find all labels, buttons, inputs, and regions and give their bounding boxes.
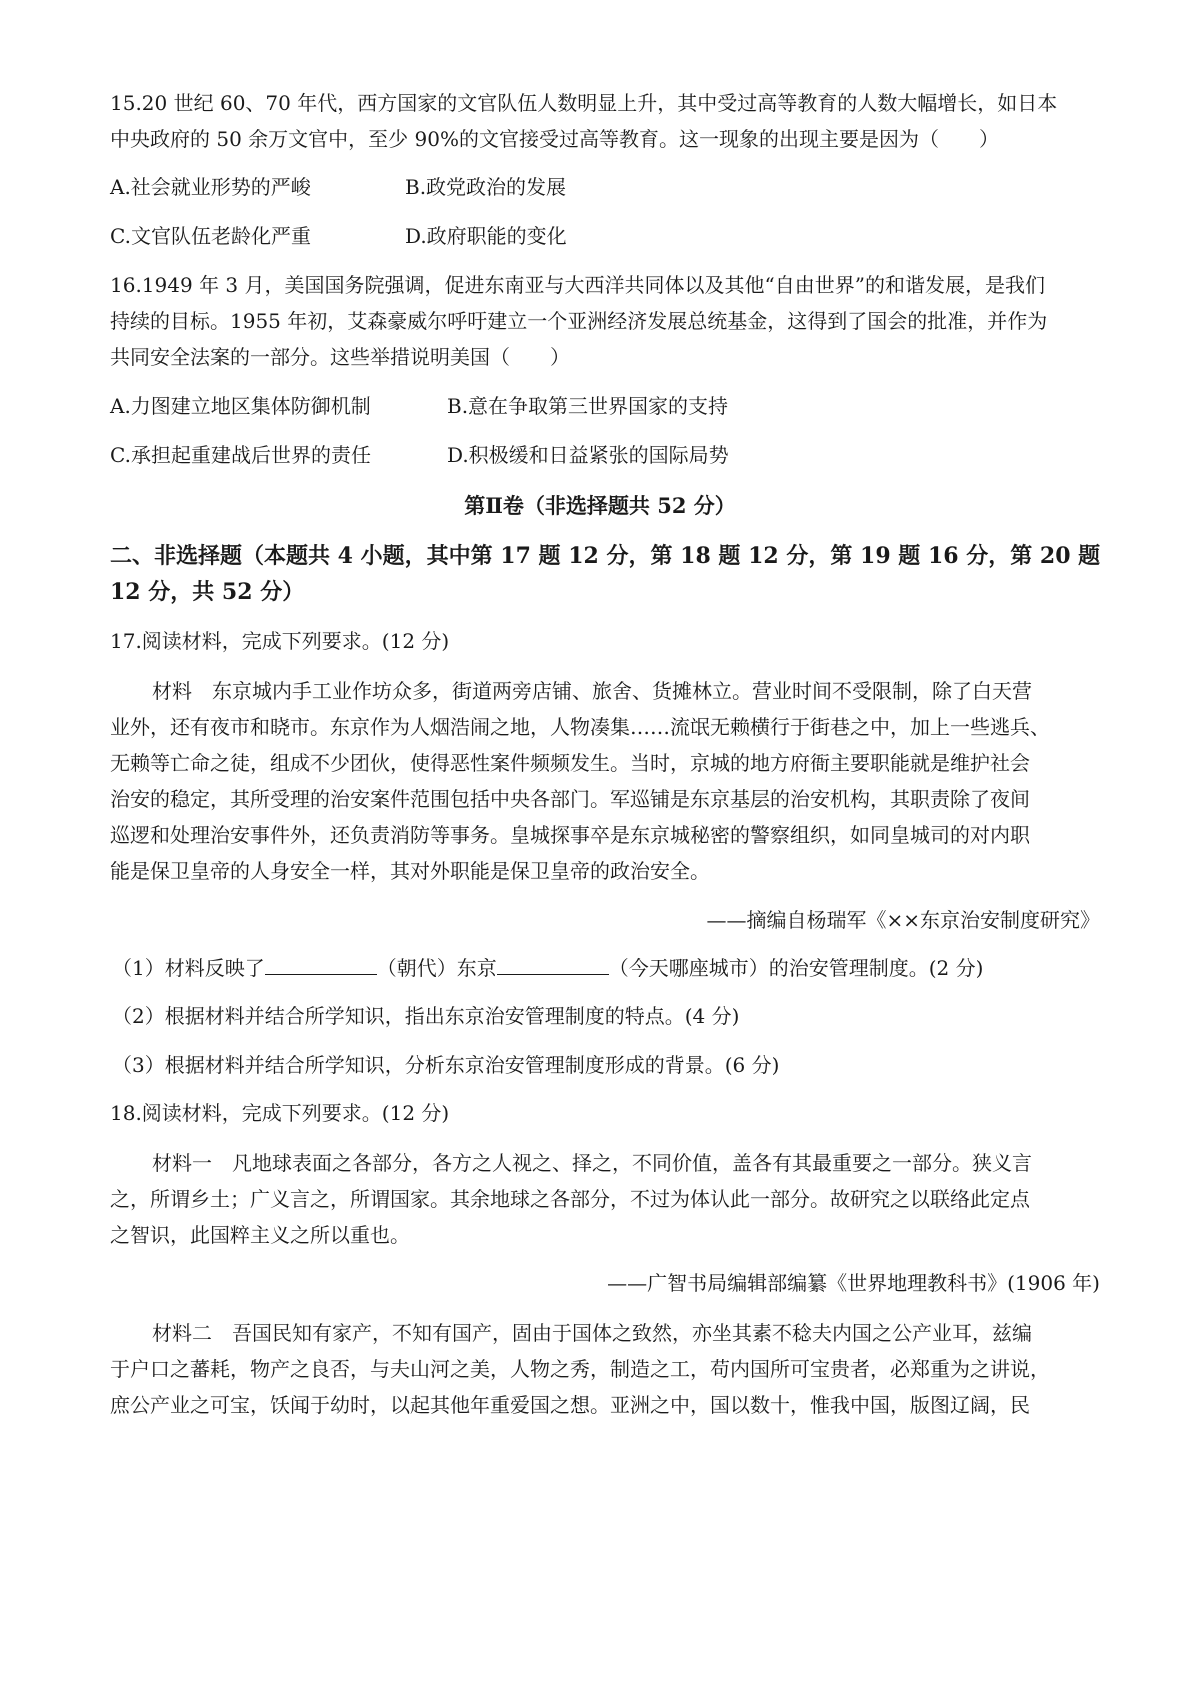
q18-material-1-line-2: 之，所谓乡土；广义言之，所谓国家。其余地球之各部分，不过为体认此一部分。故研究之以联络此定点 [110, 1187, 1030, 1211]
q17-material-line-6: 能是保卫皇帝的人身安全一样，其对外职能是保卫皇帝的政治安全。 [110, 859, 710, 883]
q18-material-1-line-1: 材料一 凡地球表面之各部分，各方之人视之、择之，不同价值，盖各有其最重要之一部分。狭义言 [152, 1151, 1032, 1175]
section-two-heading-line-1: 二、非选择题（本题共 4 小题，其中第 17 题 12 分，第 18 题 12 分，第 19 题 16 分，第 20 题 [110, 543, 1101, 569]
part-two-title: 第Ⅱ卷（非选择题共 52 分） [464, 493, 736, 518]
q16-option-b: B.意在争取第三世界国家的支持 [447, 394, 729, 418]
q17-header: 17.阅读材料，完成下列要求。(12 分) [110, 629, 450, 653]
q16-option-d: D.积极缓和日益紧张的国际局势 [447, 443, 729, 467]
q17-sub-question-2: （2）根据材料并结合所学知识，指出东京治安管理制度的特点。(4 分) [112, 1004, 740, 1028]
section-two-heading-line-2: 12 分，共 52 分） [110, 579, 305, 605]
q18-header: 18.阅读材料，完成下列要求。(12 分) [110, 1101, 450, 1125]
q15-option-d: D.政府职能的变化 [405, 224, 567, 248]
q17-material-line-5: 巡逻和处理治安事件外，还负责消防等事务。皇城探事卒是东京城秘密的警察组织，如同皇城司的对内职 [110, 823, 1030, 847]
q17-sub1-text-c: （今天哪座城市）的治安管理制度。(2 分) [608, 956, 984, 980]
q17-material-line-2: 业外，还有夜市和晓市。东京作为人烟浩闹之地，人物凑集……流氓无赖横行于街巷之中，加上一些逃兵、 [110, 715, 1050, 739]
q15-stem-line-1: 15.20 世纪 60、70 年代，西方国家的文官队伍人数明显上升，其中受过高等教育的人数大幅增长，如日本 [110, 91, 1058, 115]
q18-material-1-line-3: 之智识，此国粹主义之所以重也。 [110, 1223, 410, 1247]
q17-source: ——摘编自杨瑞军《××东京治安制度研究》 [706, 908, 1100, 932]
q15-option-b: B.政党政治的发展 [405, 175, 567, 199]
q15-option-c: C.文官队伍老龄化严重 [110, 224, 311, 248]
q18-source-1: ——广智书局编辑部编纂《世界地理教科书》(1906 年) [607, 1271, 1100, 1295]
q18-material-2-line-3: 庶公产业之可宝，饫闻于幼时，以起其他年重爱国之想。亚洲之中，国以数十，惟我中国，版图辽阔，民 [110, 1393, 1030, 1417]
answer-blank-dynasty[interactable] [265, 956, 377, 975]
q16-option-a: A.力图建立地区集体防御机制 [110, 394, 371, 418]
answer-blank-city[interactable] [497, 956, 609, 975]
q16-stem-line-1: 16.1949 年 3 月，美国国务院强调，促进东南亚与大西洋共同体以及其他“自由世界”的和谐发展，是我们 [110, 273, 1045, 297]
q16-stem-line-3: 共同安全法案的一部分。这些举措说明美国（ ） [110, 345, 570, 369]
q17-material-line-3: 无赖等亡命之徒，组成不少团伙，使得恶性案件频频发生。当时，京城的地方府衙主要职能就是维护社会 [110, 751, 1030, 775]
q17-sub-question-1 [112, 953, 983, 983]
q15-option-a: A.社会就业形势的严峻 [110, 175, 311, 199]
q17-sub1-text-a: （1）材料反映了 [112, 956, 265, 980]
q16-stem-line-2: 持续的目标。1955 年初，艾森豪威尔呼吁建立一个亚洲经济发展总统基金，这得到了国会的批准，并作为 [110, 309, 1048, 333]
q17-sub-question-3: （3）根据材料并结合所学知识，分析东京治安管理制度形成的背景。(6 分) [112, 1053, 780, 1077]
q17-material-line-1: 材料 东京城内手工业作坊众多，街道两旁店铺、旅舍、货摊林立。营业时间不受限制，除了白天营 [152, 679, 1032, 703]
q15-stem-line-2: 中央政府的 50 余万文官中，至少 90%的文官接受过高等教育。这一现象的出现主要是因为（ ） [110, 127, 999, 151]
q18-material-2-line-2: 于户口之蕃耗，物产之良否，与夫山河之美，人物之秀，制造之工，苟内国所可宝贵者，必郑重为之讲说， [110, 1357, 1050, 1381]
q17-material-line-4: 治安的稳定，其所受理的治安案件范围包括中央各部门。军巡铺是东京基层的治安机构，其职责除了夜间 [110, 787, 1030, 811]
q17-sub1-text-b: （朝代）东京 [376, 956, 497, 980]
q16-option-c: C.承担起重建战后世界的责任 [110, 443, 371, 467]
q18-material-2-line-1: 材料二 吾国民知有家产，不知有国产，固由于国体之致然，亦坐其素不稔夫内国之公产业耳，兹编 [152, 1321, 1032, 1345]
